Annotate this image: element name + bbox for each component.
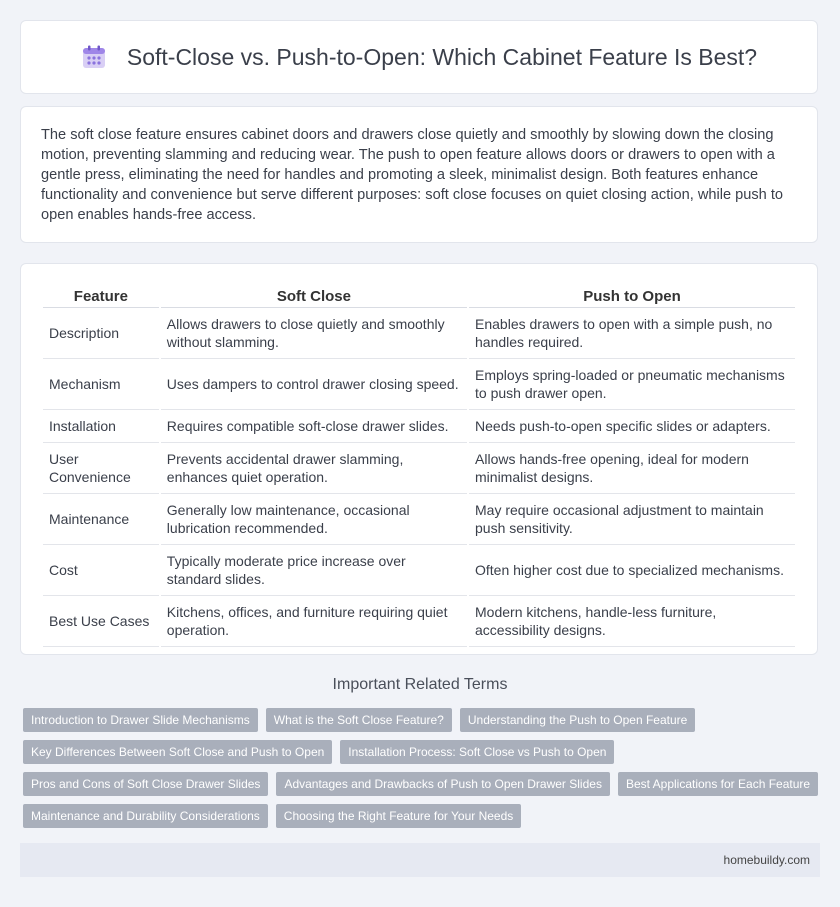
tag-row <box>23 772 823 796</box>
table-row <box>43 596 795 647</box>
tag-row <box>23 740 823 764</box>
related-term-tag[interactable]: Advantages and Drawbacks of Push to Open Drawer Slides <box>276 772 610 796</box>
table-row <box>43 494 795 545</box>
intro-paragraph: The soft close feature ensures cabinet doors and drawers close quietly and smoothly by slowing down the closing motion, preventing slamming and reducing wear. The push to open feature allows doors or drawers to open with a gentle press, eliminating the need for handles and promoting a sleek, minimalist design. Both features enhance functionality and convenience but serve different purposes: soft close focuses on quiet closing action, while push to open enables hands-free access. <box>41 127 784 223</box>
feature-cell: Cost <box>43 545 159 596</box>
comparison-table-card <box>20 263 818 655</box>
related-terms-heading: Important Related Terms <box>332 676 508 693</box>
table-header-row <box>43 284 795 308</box>
feature-cell: Best Use Cases <box>43 596 159 647</box>
soft-close-cell: Uses dampers to control drawer closing speed. <box>161 359 467 410</box>
push-to-open-cell: Needs push-to-open specific slides or adapters. <box>469 410 795 443</box>
feature-cell: Mechanism <box>43 359 159 410</box>
push-to-open-cell: Modern kitchens, handle-less furniture, accessibility designs. <box>469 596 795 647</box>
push-to-open-cell: May require occasional adjustment to maintain push sensitivity. <box>469 494 795 545</box>
related-term-tag[interactable]: Installation Process: Soft Close vs Push to Open <box>340 740 614 764</box>
table-row <box>43 359 795 410</box>
soft-close-cell: Generally low maintenance, occasional lubrication recommended. <box>161 494 467 545</box>
feature-cell: Installation <box>43 410 159 443</box>
feature-cell: User Convenience <box>43 443 159 494</box>
related-term-tag[interactable]: Pros and Cons of Soft Close Drawer Slides <box>23 772 268 796</box>
footer-site-link[interactable]: homebuildy.com <box>723 853 810 867</box>
tag-row <box>23 708 823 732</box>
soft-close-cell: Allows drawers to close quietly and smoothly without slamming. <box>161 308 467 359</box>
related-term-tag[interactable]: Choosing the Right Feature for Your Needs <box>276 804 521 828</box>
related-term-tag[interactable]: Key Differences Between Soft Close and Push to Open <box>23 740 332 764</box>
related-terms-list <box>23 708 823 836</box>
table-row <box>43 410 795 443</box>
feature-cell: Description <box>43 308 159 359</box>
comparison-table <box>41 284 797 647</box>
title-card <box>20 20 818 94</box>
table-row <box>43 308 795 359</box>
related-term-tag[interactable]: What is the Soft Close Feature? <box>266 708 452 732</box>
tag-row <box>23 804 823 828</box>
calendar-icon <box>81 44 107 70</box>
page-title: Soft-Close vs. Push-to-Open: Which Cabinet Feature Is Best? <box>126 43 758 70</box>
feature-cell: Maintenance <box>43 494 159 545</box>
related-term-tag[interactable]: Introduction to Drawer Slide Mechanisms <box>23 708 258 732</box>
related-term-tag[interactable]: Maintenance and Durability Considerations <box>23 804 268 828</box>
intro-card <box>20 106 818 243</box>
soft-close-cell: Kitchens, offices, and furniture requiring quiet operation. <box>161 596 467 647</box>
push-to-open-cell: Often higher cost due to specialized mechanisms. <box>469 545 795 596</box>
soft-close-cell: Prevents accidental drawer slamming, enhances quiet operation. <box>161 443 467 494</box>
push-to-open-cell: Allows hands-free opening, ideal for modern minimalist designs. <box>469 443 795 494</box>
footer <box>20 843 820 877</box>
soft-close-cell: Typically moderate price increase over standard slides. <box>161 545 467 596</box>
push-to-open-cell: Enables drawers to open with a simple push, no handles required. <box>469 308 795 359</box>
table-row <box>43 443 795 494</box>
related-term-tag[interactable]: Best Applications for Each Feature <box>618 772 818 796</box>
table-row <box>43 545 795 596</box>
header-soft-close: Soft Close <box>161 284 467 308</box>
soft-close-cell: Requires compatible soft-close drawer slides. <box>161 410 467 443</box>
related-term-tag[interactable]: Understanding the Push to Open Feature <box>460 708 695 732</box>
header-feature: Feature <box>43 284 159 308</box>
push-to-open-cell: Employs spring-loaded or pneumatic mechanisms to push drawer open. <box>469 359 795 410</box>
header-push-to-open: Push to Open <box>469 284 795 308</box>
